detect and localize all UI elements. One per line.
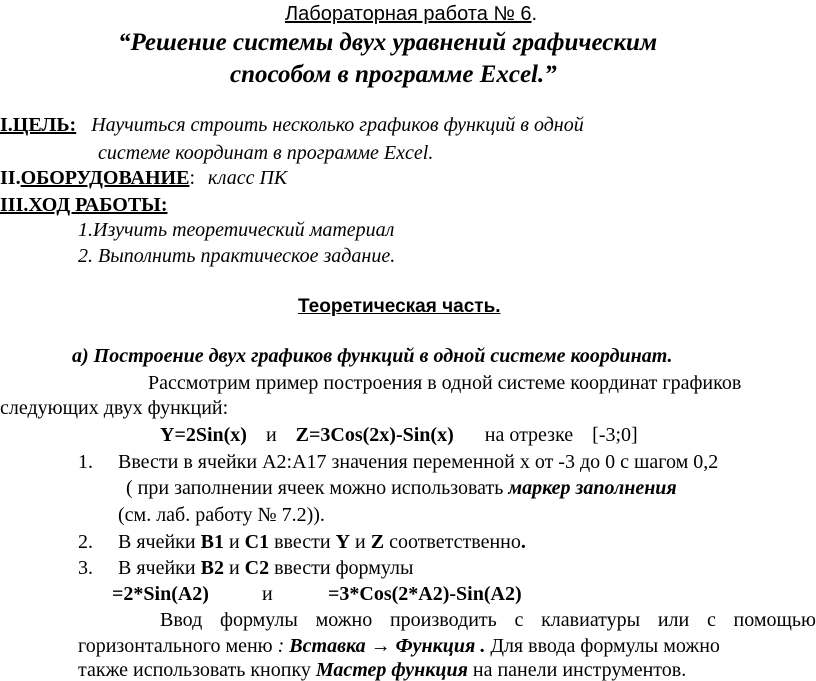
procedure-label: III.ХОД РАБОТЫ:	[0, 194, 168, 216]
item-1-num: 1.	[78, 451, 93, 473]
item-3-num: 3.	[78, 557, 93, 579]
equipment-prefix: II.	[0, 167, 21, 189]
goal-row	[0, 115, 584, 135]
item-2-c1: С1	[244, 531, 270, 553]
item-3-text	[118, 558, 413, 578]
doc-title-line2: способом в программе Excel.”	[230, 61, 557, 88]
goal-text-line1: Научиться строить несколько графиков функций в одной	[91, 114, 584, 136]
item-3-pre: В ячейки	[118, 557, 201, 579]
intro-line1: Рассмотрим пример построения в одной системе координат графиков	[148, 372, 742, 394]
intro-line2: следующих двух функций:	[0, 397, 229, 419]
equipment-colon: :	[189, 167, 196, 189]
formula-and: и	[262, 583, 273, 605]
item-2-dot: .	[520, 531, 526, 553]
item-1-line3: (см. лаб. работу № 7.2)).	[118, 504, 325, 526]
item-3-post: ввести формулы	[269, 557, 414, 579]
procedure-step-1: 1.Изучить теоретический материал	[78, 219, 395, 241]
theory-heading: Теоретическая часть.	[298, 296, 501, 317]
item-2-text	[118, 532, 526, 552]
item-1-line2-text: ( при заполнении ячеек можно использовать	[126, 477, 509, 499]
function-wizard: Мастер функция	[315, 659, 468, 681]
equipment-row	[0, 168, 287, 188]
lab-title-dot: .	[531, 3, 538, 25]
item-2-y: Y	[335, 531, 351, 553]
goal-text-line2: системе координат в программе Excel.	[98, 142, 434, 164]
doc-title-line1: “Решение системы двух уравнений графическим	[118, 29, 658, 56]
closing-line3-text: также использовать кнопку	[78, 659, 316, 681]
item-2-b1: В1	[200, 531, 224, 553]
item-2-mid: ввести	[269, 531, 336, 553]
procedure-step-2: 2. Выполнить практическое задание.	[78, 245, 396, 267]
item-1-fill-handle: маркер заполнения	[508, 477, 677, 499]
func-y: Y=2Sin(x)	[160, 424, 247, 446]
item-1-line2	[126, 478, 677, 498]
lab-title	[285, 4, 537, 24]
interval-label: на отрезке	[484, 424, 574, 446]
functions-row	[160, 425, 638, 445]
lab-title-text: Лабораторная работа № 6	[285, 3, 532, 25]
item-1-line1: Ввести в ячейки А2:А17 значения переменной х от -3 до 0 с шагом 0,2	[118, 451, 719, 473]
item-3-b2: В2	[200, 557, 224, 579]
goal-label: I.ЦЕЛЬ:	[0, 114, 77, 136]
item-2-and: и	[223, 531, 245, 553]
closing-line2-colon: :	[272, 635, 290, 657]
closing-line2-text: горизонтального меню	[78, 635, 273, 657]
equipment-label: ОБОРУДОВАНИЕ	[20, 167, 190, 189]
item-3-c2: С2	[244, 557, 270, 579]
item-2-post: соответственно	[384, 531, 521, 553]
theory-subheading: а) Построение двух графиков функций в одной системе координат.	[72, 345, 673, 367]
equipment-text: класс ПК	[208, 167, 288, 189]
func-z: Z=3Cos(2x)-Sin(x)	[295, 424, 454, 446]
func-and: и	[265, 424, 277, 446]
closing-line2	[78, 636, 720, 656]
closing-line3	[78, 660, 686, 680]
formula-a: =2*Sin(A2)	[112, 583, 209, 605]
interval-value: [-3;0]	[592, 424, 638, 446]
closing-line1	[78, 610, 816, 630]
closing-line2-post: Для ввода формулы можно	[485, 635, 720, 657]
item-2-pre: В ячейки	[118, 531, 201, 553]
item-2-z: Z	[370, 531, 385, 553]
menu-insert-function: Вставка → Функция .	[289, 635, 486, 657]
item-3-and: и	[223, 557, 245, 579]
item-2-and2: и	[350, 531, 371, 553]
closing-line3-post: на панели инструментов.	[467, 659, 687, 681]
formula-b: =3*Cos(2*A2)-Sin(A2)	[328, 583, 522, 605]
closing-line1-text: Ввод формулы можно производить с клавиатуры или с помощью	[160, 609, 816, 631]
item-2-num: 2.	[78, 531, 93, 553]
